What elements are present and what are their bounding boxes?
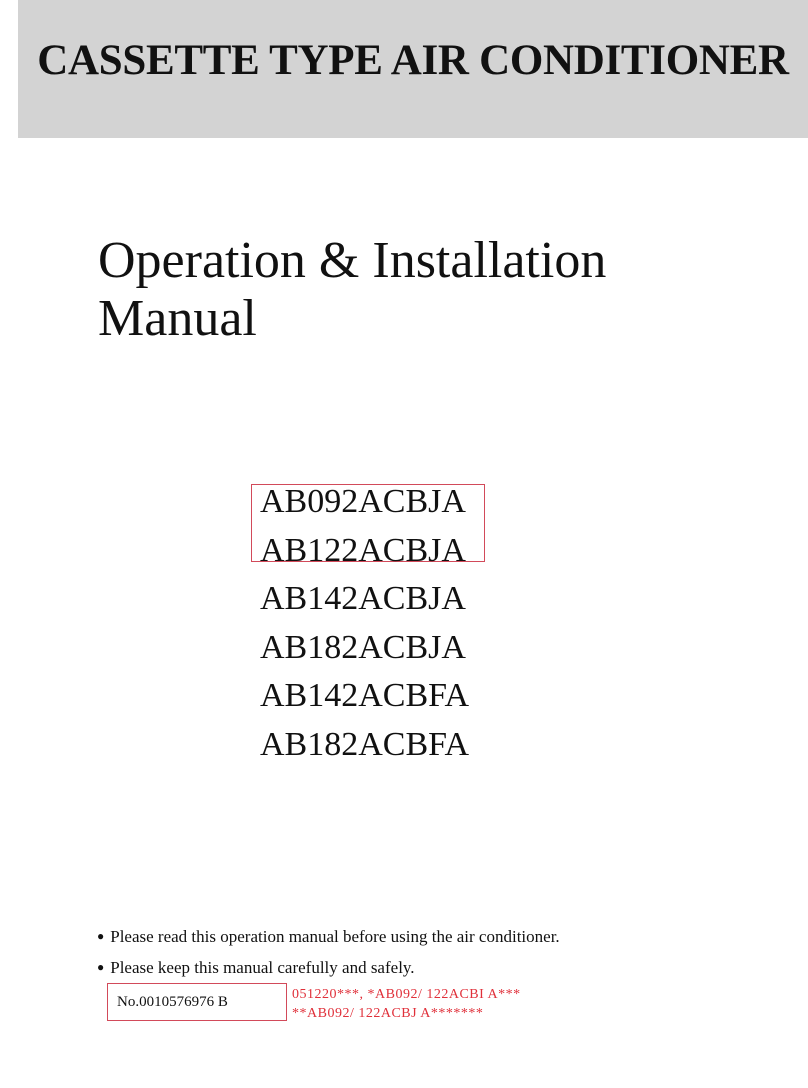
note-text: Please read this operation manual before using the air conditioner. xyxy=(110,927,560,946)
document-title-line-2: Manual xyxy=(98,290,257,347)
model-list xyxy=(260,478,469,770)
model-item: AB122ACBJA xyxy=(260,531,466,569)
document-title xyxy=(98,232,606,348)
note-text: Please keep this manual carefully and safely. xyxy=(110,958,415,977)
model-item: AB142ACBFA xyxy=(260,677,470,715)
model-item: AB142ACBJA xyxy=(260,580,466,618)
document-number: No.0010576976 B xyxy=(107,983,287,1021)
bullet-icon: ● xyxy=(97,960,105,974)
model-item: AB182ACBJA xyxy=(260,628,466,666)
header-band xyxy=(18,0,808,138)
bullet-icon: ● xyxy=(97,929,105,943)
serial-stamp xyxy=(292,985,521,1023)
serial-stamp-line-1: 051220***, *AB092/ 122ACBI A*** xyxy=(292,987,521,1002)
serial-stamp-line-2: **AB092/ 122ACBJ A******* xyxy=(292,1006,484,1021)
model-item: AB182ACBFA xyxy=(260,725,470,763)
document-title-line-1: Operation & Installation xyxy=(98,232,607,289)
notes xyxy=(97,925,560,987)
note-item xyxy=(97,925,560,956)
header-title: CASSETTE TYPE AIR CONDITIONER xyxy=(37,37,789,84)
model-item: AB092ACBJA xyxy=(260,483,466,520)
